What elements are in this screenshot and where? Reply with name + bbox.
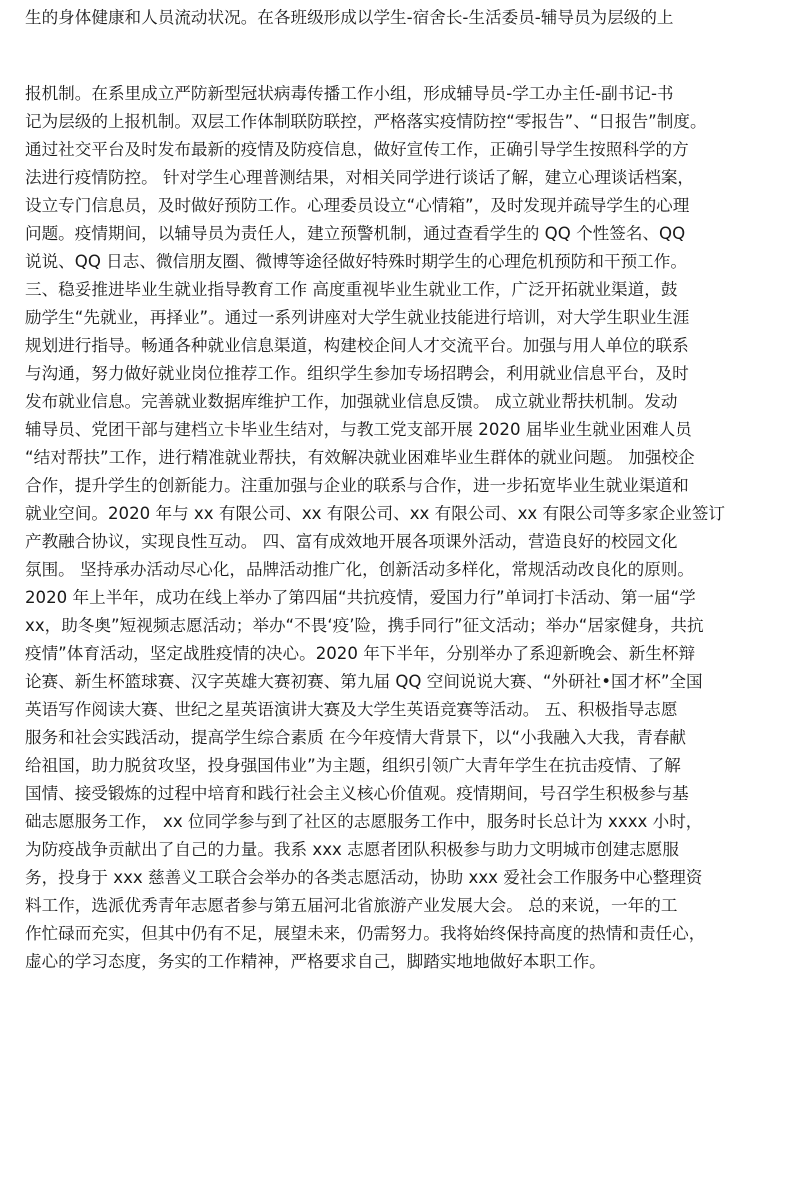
text-line: 生的身体健康和人员流动状况。在各班级形成以学生-宿舍长-生活委员-辅导员为层级的上 xyxy=(25,8,674,27)
text-line: 与沟通，努力做好就业岗位推荐工作。组织学生参加专场招聘会，利用就业信息平台，及时 xyxy=(25,364,689,383)
text-line: 服务和社会实践活动，提高学生综合素质 在今年疫情大背景下，以“小我融入大我，青春献 xyxy=(25,728,687,747)
text-line: 氛围。 坚持承办活动尽心化，品牌活动推广化，创新活动多样化，常规活动改良化的原则。 xyxy=(25,560,695,579)
text-line: 虚心的学习态度，务实的工作精神，严格要求自己，脚踏实地地做好本职工作。 xyxy=(25,952,606,971)
text-line: 务，投身于 xxx 慈善义工联合会举办的各类志愿活动，协助 xxx 爱社会工作服务中心整理资 xyxy=(25,868,703,887)
text-line: 说说、QQ 日志、微信朋友圈、微博等途径做好特殊时期学生的心理危机预防和干预工作。 xyxy=(25,252,687,271)
text-line: 础志愿服务工作， xx 位同学参与到了社区的志愿服务工作中，服务时长总计为 xxxx 小时， xyxy=(25,812,703,831)
text-line: 发布就业信息。完善就业数据库维护工作，加强就业信息反馈。 成立就业帮扶机制。发动 xyxy=(25,392,678,411)
text-line: 料工作，选派优秀青年志愿者参与第五届河北省旅游产业发展大会。 总的来说，一年的工 xyxy=(25,896,678,915)
text-line: 合作，提升学生的创新能力。注重加强与企业的联系与合作，进一步拓宽毕业生就业渠道和 xyxy=(25,476,689,495)
text-line: 国情、接受锻炼的过程中培育和践行社会主义核心价值观。疫情期间，号召学生积极参与基 xyxy=(25,784,689,803)
section-heading-line: 产教融合协议，实现良性互动。 四、富有成效地开展各项课外活动，营造良好的校园文化 xyxy=(25,532,678,551)
text-line: 2020 年上半年，成功在线上举办了第四届“共抗疫情，爱国力行”单词打卡活动、第一届“学 xyxy=(25,588,696,607)
section-heading-line: 三、稳妥推进毕业生就业指导教育工作 高度重视毕业生就业工作，广泛开拓就业渠道，鼓 xyxy=(25,280,678,299)
text-line: 励学生“先就业，再择业”。通过一系列讲座对大学生就业技能进行培训，对大学生职业生涯 xyxy=(25,308,690,327)
text-line: 就业空间。2020 年与 xx 有限公司、xx 有限公司、xx 有限公司、xx 有限公司等多家企业签订 xyxy=(25,504,726,523)
text-line: “结对帮扶”工作，进行精准就业帮扶，有效解决就业困难毕业生群体的就业问题。 加强校企 xyxy=(25,448,695,467)
text-line: 辅导员、党团干部与建档立卡毕业生结对，与教工党支部开展 2020 届毕业生就业困难人员 xyxy=(25,420,692,439)
text-line: 报机制。在系里成立严防新型冠状病毒传播工作小组，形成辅导员-学工办主任-副书记-书 xyxy=(25,84,674,103)
text-line: 给祖国，助力脱贫攻坚，投身强国伟业”为主题，组织引领广大青年学生在抗击疫情、了解 xyxy=(25,756,681,775)
text-line: 法进行疫情防控。 针对学生心理普测结果，对相关同学进行谈话了解，建立心理谈话档案， xyxy=(25,168,695,187)
text-line: 疫情”体育活动，坚定战胜疫情的决心。2020 年下半年，分别举办了系迎新晚会、新生杯辩 xyxy=(25,644,696,663)
text-line: 通过社交平台及时发布最新的疫情及防疫信息，做好宣传工作，正确引导学生按照科学的方 xyxy=(25,140,689,159)
text-line: 记为层级的上报机制。双层工作体制联防联控，严格落实疫情防控“零报告”、“日报告”制度。 xyxy=(25,112,707,131)
text-line: 论赛、新生杯篮球赛、汉字英雄大赛初赛、第九届 QQ 空间说说大赛、“外研社•国才杯”全国 xyxy=(25,672,703,691)
text-line: 为防疫战争贡献出了自己的力量。我系 xxx 志愿者团队积极参与助力文明城市创建志愿服 xyxy=(25,840,679,859)
section-heading-line: 英语写作阅读大赛、世纪之星英语演讲大赛及大学生英语竞赛等活动。 五、积极指导志愿 xyxy=(25,700,678,719)
text-line: 问题。疫情期间，以辅导员为责任人，建立预警机制，通过查看学生的 QQ 个性签名、QQ xyxy=(25,224,686,243)
text-line: 作忙碌而充实，但其中仍有不足，展望未来，仍需努力。我将始终保持高度的热情和责任心， xyxy=(25,924,706,943)
text-line: 设立专门信息员，及时做好预防工作。心理委员设立“心情箱”，及时发现并疏导学生的心理 xyxy=(25,196,690,215)
text-line: 规划进行指导。畅通各种就业信息渠道，构建校企间人才交流平台。加强与用人单位的联系 xyxy=(25,336,689,355)
text-line: xx，助冬奥”短视频志愿活动；举办“不畏‘疫’险，携手同行”征文活动；举办“居家健身，共抗 xyxy=(25,616,704,635)
